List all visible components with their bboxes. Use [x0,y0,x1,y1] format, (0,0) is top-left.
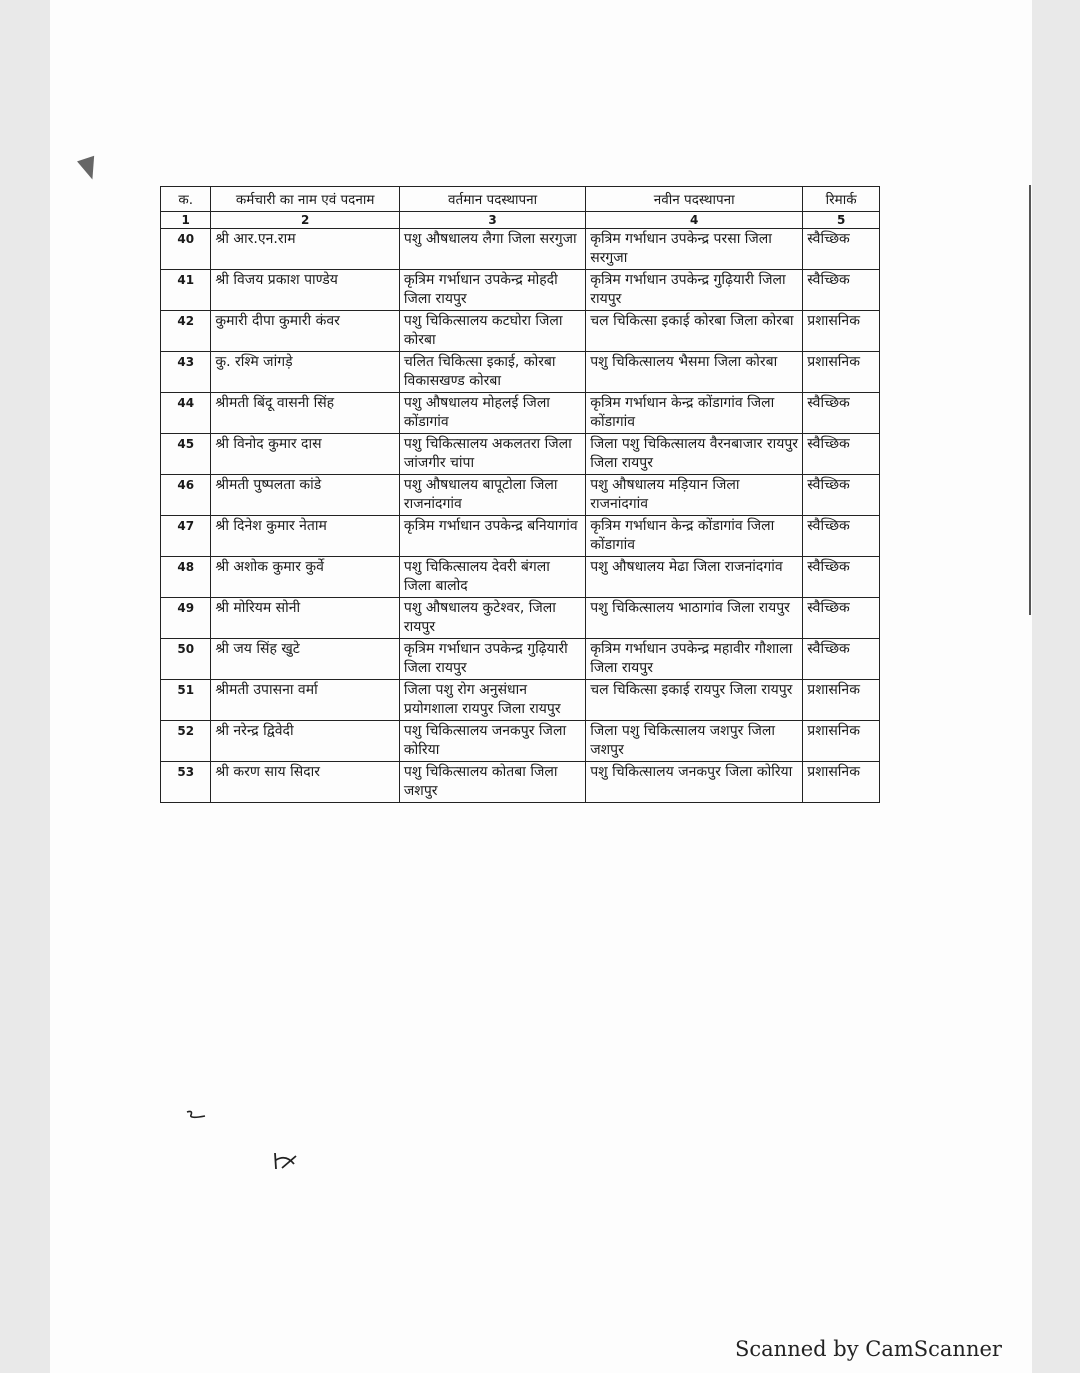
table-row [161,721,880,762]
serial-number: 47 [161,516,211,557]
new-posting: पशु औषधालय मड़ियान जिला राजनांदगांव [586,475,803,516]
serial-number: 53 [161,762,211,803]
new-posting: कृत्रिम गर्भाधान केन्द्र कोंडागांव जिला कोंडागांव [586,516,803,557]
table-row [161,229,880,270]
new-posting: पशु औषधालय मेढा जिला राजनांदगांव [586,557,803,598]
column-number-row [161,212,880,229]
employee-name: कुमारी दीपा कुमारी कंवर [211,311,400,352]
employee-name: श्री विजय प्रकाश पाण्डेय [211,270,400,311]
table-row [161,557,880,598]
new-posting: कृत्रिम गर्भाधान केन्द्र कोंडागांव जिला कोंडागांव [586,393,803,434]
table-row [161,270,880,311]
remark: स्वैच्छिक [803,434,880,475]
remark: प्रशासनिक [803,352,880,393]
header-row [161,187,880,212]
header-serial: क. [161,187,211,212]
remark: स्वैच्छिक [803,229,880,270]
new-posting: पशु चिकित्सालय जनकपुर जिला कोरिया [586,762,803,803]
serial-number: 43 [161,352,211,393]
serial-number: 40 [161,229,211,270]
employee-name: श्री दिनेश कुमार नेताम [211,516,400,557]
current-posting: कृत्रिम गर्भाधान उपकेन्द्र मोहदी जिला रायपुर [399,270,585,311]
new-posting: पशु चिकित्सालय भैसमा जिला कोरबा [586,352,803,393]
employee-name: श्री नरेन्द्र द्विवेदी [211,721,400,762]
current-posting: पशु चिकित्सालय जनकपुर जिला कोरिया [399,721,585,762]
transfer-table [160,186,880,803]
new-posting: पशु चिकित्सालय भाठागांव जिला रायपुर [586,598,803,639]
remark: प्रशासनिक [803,721,880,762]
employee-name: श्री मोरियम सोनी [211,598,400,639]
remark: स्वैच्छिक [803,598,880,639]
remark: स्वैच्छिक [803,270,880,311]
new-posting: कृत्रिम गर्भाधान उपकेन्द्र महावीर गौशाला जिला रायपुर [586,639,803,680]
pen-scribble-mark [185,1108,207,1120]
current-posting: चलित चिकित्सा इकाई, कोरबा विकासखण्ड कोरबा [399,352,585,393]
serial-number: 51 [161,680,211,721]
employee-name: श्रीमती पुष्पलता कांडे [211,475,400,516]
table-row [161,516,880,557]
serial-number: 42 [161,311,211,352]
table-row [161,762,880,803]
header-current-posting: वर्तमान पदस्थापना [399,187,585,212]
new-posting: जिला पशु चिकित्सालय वैरनबाजार रायपुर जिला रायपुर [586,434,803,475]
current-posting: जिला पशु रोग अनुसंधान प्रयोगशाला रायपुर जिला रायपुर [399,680,585,721]
employee-name: श्री विनोद कुमार दास [211,434,400,475]
table-row [161,352,880,393]
employee-name: श्री अशोक कुमार कुर्वे [211,557,400,598]
header-employee-name: कर्मचारी का नाम एवं पदनाम [211,187,400,212]
column-number: 4 [586,212,803,229]
employee-name: कु. रश्मि जांगड़े [211,352,400,393]
remark: प्रशासनिक [803,680,880,721]
table-row [161,639,880,680]
current-posting: पशु चिकित्सालय देवरी बंगला जिला बालोद [399,557,585,598]
new-posting: चल चिकित्सा इकाई कोरबा जिला कोरबा [586,311,803,352]
serial-number: 45 [161,434,211,475]
current-posting: कृत्रिम गर्भाधान उपकेन्द्र बनियागांव [399,516,585,557]
page-edge-line [1029,185,1031,615]
new-posting: चल चिकित्सा इकाई रायपुर जिला रायपुर [586,680,803,721]
serial-number: 52 [161,721,211,762]
employee-name: श्रीमती बिंदू वासनी सिंह [211,393,400,434]
serial-number: 44 [161,393,211,434]
remark: स्वैच्छिक [803,557,880,598]
remark: स्वैच्छिक [803,516,880,557]
current-posting: पशु औषधालय मोहलई जिला कोंडागांव [399,393,585,434]
remark: स्वैच्छिक [803,639,880,680]
remark: प्रशासनिक [803,762,880,803]
serial-number: 46 [161,475,211,516]
table-row [161,598,880,639]
current-posting: पशु औषधालय बापूटोला जिला राजनांदगांव [399,475,585,516]
pen-initial-mark [272,1150,298,1172]
header-remark: रिमार्क [803,187,880,212]
remark: स्वैच्छिक [803,475,880,516]
right-background-band [1032,0,1080,1373]
serial-number: 50 [161,639,211,680]
employee-name: श्रीमती उपासना वर्मा [211,680,400,721]
scanner-watermark: Scanned by CamScanner [735,1337,1002,1361]
new-posting: कृत्रिम गर्भाधान उपकेन्द्र गुढ़ियारी जिला रायपुर [586,270,803,311]
current-posting: पशु चिकित्सालय कटघोरा जिला कोरबा [399,311,585,352]
current-posting: कृत्रिम गर्भाधान उपकेन्द्र गुढ़ियारी जिला रायपुर [399,639,585,680]
header-new-posting: नवीन पदस्थापना [586,187,803,212]
current-posting: पशु चिकित्सालय अकलतरा जिला जांजगीर चांपा [399,434,585,475]
remark: प्रशासनिक [803,311,880,352]
column-number: 3 [399,212,585,229]
new-posting: जिला पशु चिकित्सालय जशपुर जिला जशपुर [586,721,803,762]
employee-name: श्री जय सिंह खुटे [211,639,400,680]
remark: स्वैच्छिक [803,393,880,434]
current-posting: पशु औषधालय कुटेश्वर, जिला रायपुर [399,598,585,639]
serial-number: 48 [161,557,211,598]
employee-name: श्री करण साय सिदार [211,762,400,803]
serial-number: 49 [161,598,211,639]
serial-number: 41 [161,270,211,311]
column-number: 5 [803,212,880,229]
column-number: 2 [211,212,400,229]
employee-name: श्री आर.एन.राम [211,229,400,270]
current-posting: पशु चिकित्सालय कोतबा जिला जशपुर [399,762,585,803]
current-posting: पशु औषधालय लैगा जिला सरगुजा [399,229,585,270]
table-row [161,680,880,721]
table-row [161,475,880,516]
table-row [161,311,880,352]
table-row [161,393,880,434]
column-number: 1 [161,212,211,229]
table-row [161,434,880,475]
left-background-band [0,0,50,1373]
new-posting: कृत्रिम गर्भाधान उपकेन्द्र परसा जिला सरगुजा [586,229,803,270]
